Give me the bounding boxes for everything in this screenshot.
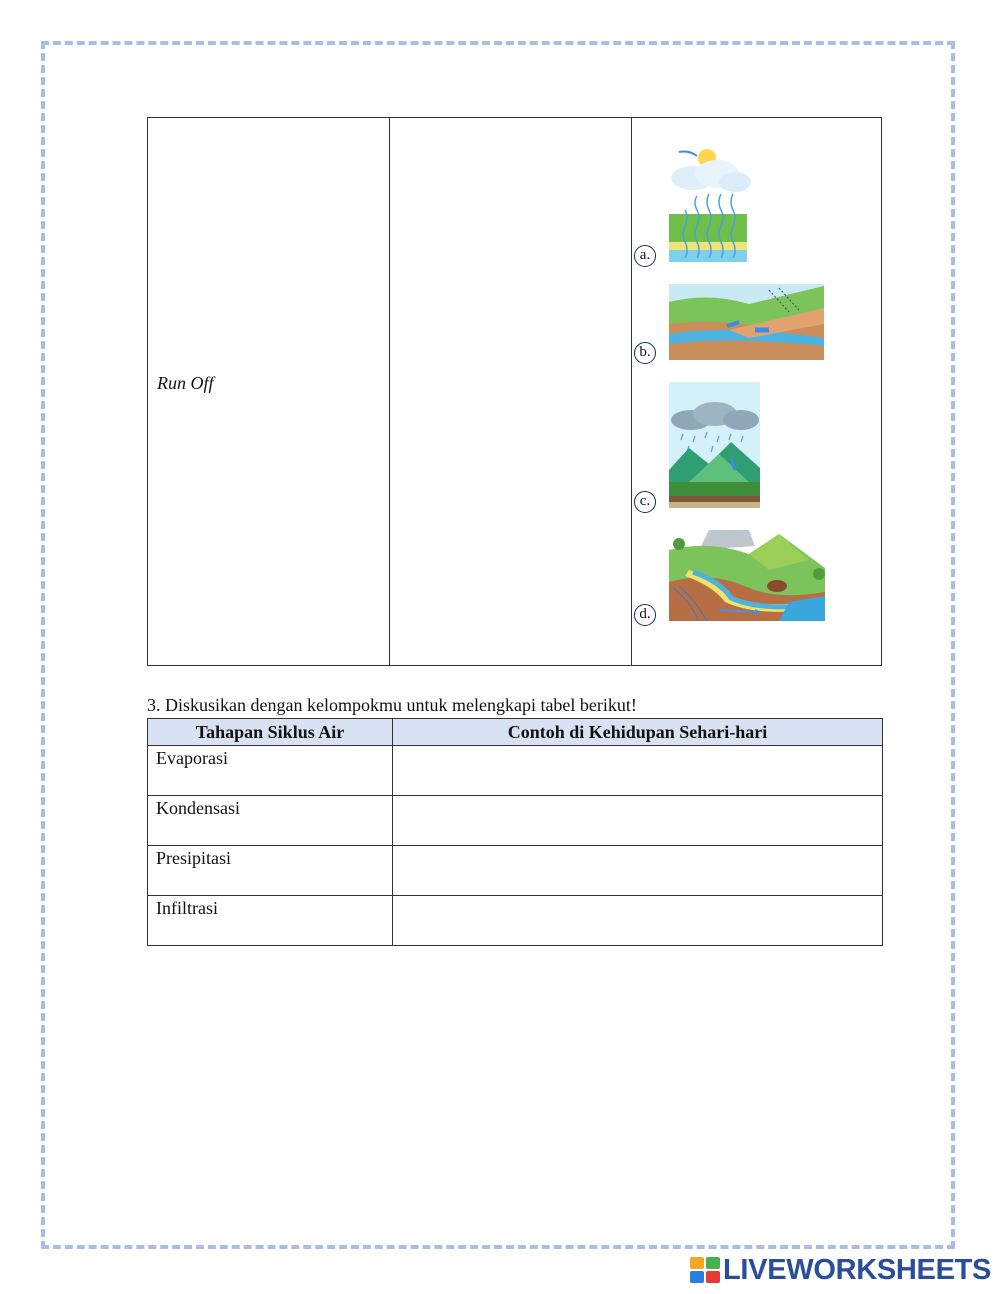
header-example: Contoh di Kehidupan Sehari-hari xyxy=(393,719,883,746)
option-b-label[interactable]: b. xyxy=(634,342,656,364)
stage-cell: Presipitasi xyxy=(148,846,393,896)
infiltration-illustration xyxy=(669,530,825,621)
question-heading: 3. Diskusikan dengan kelompokmu untuk melengkapi tabel berikut! xyxy=(147,695,637,715)
table-header-row xyxy=(148,719,883,746)
brand-text: LIVEWORKSHEETS xyxy=(723,1253,992,1286)
row-label-run-off: Run Off xyxy=(157,373,214,393)
example-input-cell[interactable] xyxy=(393,746,883,796)
runoff-illustration xyxy=(669,284,824,360)
column-divider xyxy=(631,118,632,665)
option-a-label[interactable]: a. xyxy=(634,245,656,267)
table-row xyxy=(148,796,883,846)
matching-table xyxy=(147,117,882,666)
option-c-label[interactable]: c. xyxy=(634,491,656,513)
precipitation-illustration xyxy=(669,382,760,508)
stage-cell: Evaporasi xyxy=(148,746,393,796)
option-d-label[interactable]: d. xyxy=(634,604,656,626)
table-row xyxy=(148,896,883,946)
liveworksheets-brand[interactable] xyxy=(690,1255,991,1285)
water-cycle-table xyxy=(147,718,883,946)
example-input-cell[interactable] xyxy=(393,896,883,946)
evaporation-illustration xyxy=(669,146,751,263)
example-input-cell[interactable] xyxy=(393,796,883,846)
table-row xyxy=(148,746,883,796)
header-stage: Tahapan Siklus Air xyxy=(148,719,393,746)
stage-cell: Infiltrasi xyxy=(148,896,393,946)
answer-cell[interactable] xyxy=(390,118,631,665)
example-input-cell[interactable] xyxy=(393,846,883,896)
liveworksheets-logo-icon xyxy=(690,1257,720,1283)
stage-cell: Kondensasi xyxy=(148,796,393,846)
table-row xyxy=(148,846,883,896)
